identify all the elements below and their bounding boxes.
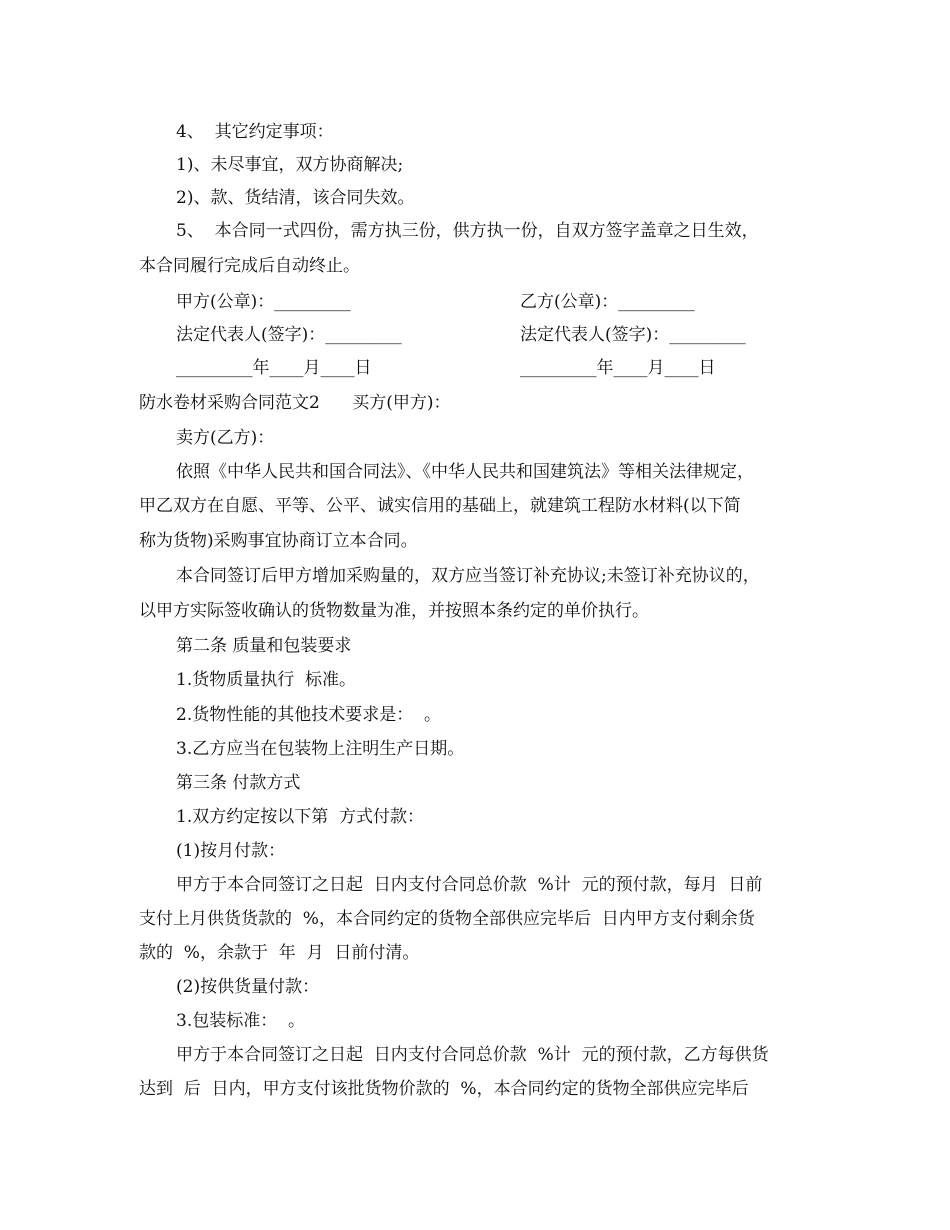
party-a-date: _________年____月____日 [176,358,372,378]
preamble-line-2: 甲乙双方在自愿、平等、公平、诚实信用的基础上，就建筑工程防水材料(以下简 [139,496,741,516]
clause-4-heading: 4、 其它约定事项： [176,122,334,142]
seller-line: 卖方(乙方)： [176,428,275,448]
clause-4-item-2: 2)、款、货结清，该合同失效。 [176,188,415,208]
article-2-item-3: 3.乙方应当在包装物上注明生产日期。 [176,739,465,759]
supply-payment-line-1: 甲方于本合同签订之日起 日内支付合同总价款 %计 元的预付款，乙方每供货 [176,1045,769,1065]
article-2-heading: 第二条 质量和包装要求 [176,636,352,656]
article-2-item-2: 2.货物性能的其他技术要求是： 。 [176,705,442,725]
monthly-payment-line-1: 甲方于本合同签订之日起 日内支付合同总价款 %计 元的预付款，每月 日前 [176,875,763,895]
preamble-line-3: 称为货物)采购事宜协商订立本合同。 [139,531,418,551]
party-a-seal: 甲方(公章)：_________ [176,292,351,312]
clause-5-continued: 本合同履行完成后自动终止。 [139,256,360,276]
section-title-buyer: 防水卷材采购合同范文2 买方(甲方)： [139,393,451,413]
party-b-representative: 法定代表人(签字)：_________ [520,325,746,345]
monthly-payment-line-2: 支付上月供货货款的 %，本合同约定的货物全部供应完毕后 日内甲方支付剩余货 [139,909,755,929]
party-b-date: _________年____月____日 [520,358,716,378]
monthly-payment-heading: (1)按月付款： [176,841,286,861]
supply-payment-line-2: 达到 后 日内，甲方支付该批货物价款的 %，本合同约定的货物全部供应完毕后 [139,1079,749,1099]
supply-payment-heading: (2)按供货量付款： [176,977,320,997]
quantity-clause-line-2: 以甲方实际签收确认的货物数量为准，并按照本条约定的单价执行。 [139,601,649,621]
clause-5-text: 5、 本合同一式四份，需方执三份，供方执一份，自双方签字盖章之日生效， [176,221,759,241]
clause-4-item-1: 1)、未尽事宜，双方协商解决; [176,155,404,175]
article-3-heading: 第三条 付款方式 [176,773,301,793]
packaging-standard: 3.包装标准： 。 [176,1011,306,1031]
article-2-item-1: 1.货物质量执行 标准。 [176,670,357,690]
article-3-item-1: 1.双方约定按以下第 方式付款： [176,807,425,827]
quantity-clause-line-1: 本合同签订后甲方增加采购量的，双方应当签订补充协议;未签订补充协议的， [176,566,760,586]
monthly-payment-line-3: 款的 %，余款于 年 月 日前付清。 [139,943,420,963]
preamble-line-1: 依照《中华人民共和国合同法》、《中华人民共和国建筑法》等相关法律规定， [176,462,754,482]
party-b-seal: 乙方(公章)：_________ [520,292,695,312]
party-a-representative: 法定代表人(签字)：_________ [176,325,402,345]
